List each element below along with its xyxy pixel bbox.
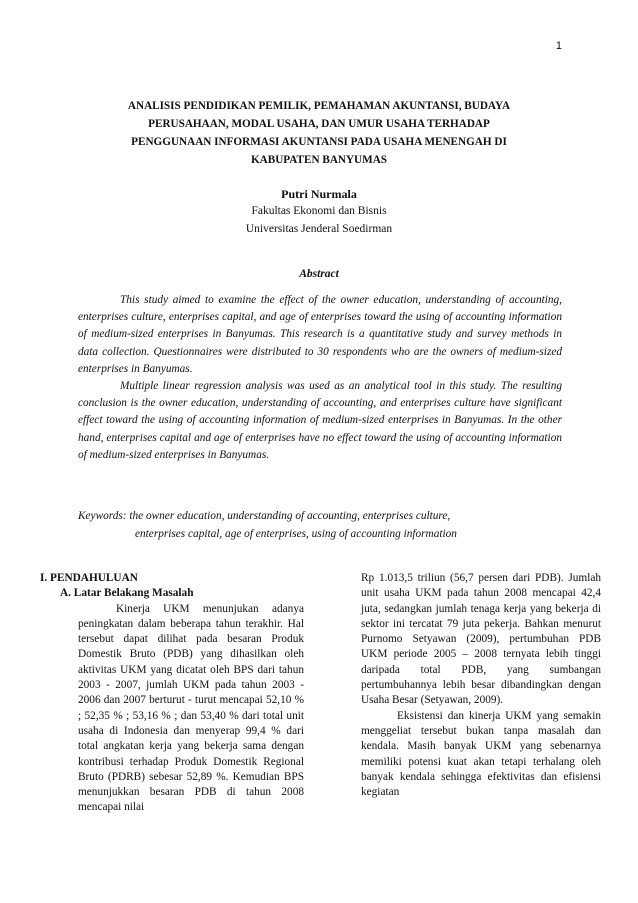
title-line: KABUPATEN BANYUMAS (250, 154, 387, 166)
body-paragraph: Kinerja UKM menunjukan adanya peningkatan dalam beberapa tahun terakhir. Hal tersebut dapat dilihat pada besaran Produk Domestik Bruto (PDB) yang dihasilkan oleh aktivitas UKM yang dicatat oleh BPS dari tahun 2003 - 2007, jumlah UKM pada tahun 2003 - 2006 dan 2007 berturut - turut mencapai 52,10 % ; 52,35 % ; 53,16 % ; dan 53,40 % dari total unit usaha di Indonesia dan menyerap 99,4 % dari total angkatan kerja yang bekerja sama dengan kontribusi terhadap Produk Domestik Regional Bruto (PDRB) sebesar 52,89 %. Kemudian BPS menunjukkan besaran PDB di tahun 2008 mencapai nilai (78, 602, 304, 814)
keywords-line: Keywords: the owner education, understanding of accounting, enterprises culture, (78, 510, 451, 522)
subsection-heading: A. Latar Belakang Masalah (60, 587, 194, 600)
abstract-paragraph: Multiple linear regression analysis was used as an analytical tool in this study. The resulting conclusion is the owner education, understanding of accounting, and enterprises culture have significant effect toward the using of accounting information of medium-sized enterprises in Banyumas. In the other hand, enterprises capital and age of enterprises have no effect toward the using of accounting information of medium-sized enterprises in Banyumas. (78, 380, 562, 461)
title-line: ANALISIS PENDIDIKAN PEMILIK, PEMAHAMAN AKUNTANSI, BUDAYA (127, 100, 511, 112)
abstract-paragraph: This study aimed to examine the effect of the owner education, understanding of accounting, enterprises culture, enterprises capital, and age of enterprises toward the using of accounting information of medium-sized enterprises in Banyumas. This research is a quantitative study and survey methods in data collection. Questionnaires were distributed to 30 respondents who are the owners of medium-sized enterprises in Banyumas. (78, 294, 562, 375)
right-column (361, 571, 601, 800)
paper-title (80, 97, 558, 169)
keywords-line: enterprises capital, age of enterprises, using of accounting information (135, 528, 457, 540)
section-heading: I. PENDAHULUAN (40, 572, 138, 584)
keywords (78, 507, 562, 543)
page-number: 1 (555, 40, 562, 52)
author-name: Putri Nurmala (281, 187, 357, 201)
left-column (40, 571, 304, 816)
affiliation-university: Universitas Jenderal Soedirman (245, 223, 393, 235)
title-line: PENGGUNAAN INFORMASI AKUNTANSI PADA USAHA MENENGAH DI (131, 136, 507, 148)
affiliation-faculty: Fakultas Ekonomi dan Bisnis (251, 205, 387, 217)
body-paragraph: Rp 1.013,5 triliun (56,7 persen dari PDB). Jumlah unit usaha UKM pada tahun 2008 mencapai 42,4 juta, sedangkan jumlah tenaga kerja yang bekerja di sektor ini tercatat 79 juta pekerja. Bahkan menurut Purnomo Setyawan (2009), pertumbuhan PDB UKM periode 2005 – 2008 ternyata lebih tinggi daripada total PDB, yang sumbangan pertumbuhannya lebih besar dibandingkan dengan Usaha Besar (Setyawan, 2009). (361, 572, 601, 707)
body-paragraph: Eksistensi dan kinerja UKM yang semakin menggeliat tersebut bukan tanpa masalah dan kendala. Masih banyak UKM yang sebenarnya memiliki potensi kuat akan tetapi terhalang oleh banyak kendala sehingga efektivitas dan efisiensi kegiatan (361, 709, 601, 799)
title-line: PERUSAHAAN, MODAL USAHA, DAN UMUR USAHA TERHADAP (148, 118, 490, 130)
abstract-body (78, 292, 562, 464)
abstract-heading: Abstract (299, 268, 339, 280)
